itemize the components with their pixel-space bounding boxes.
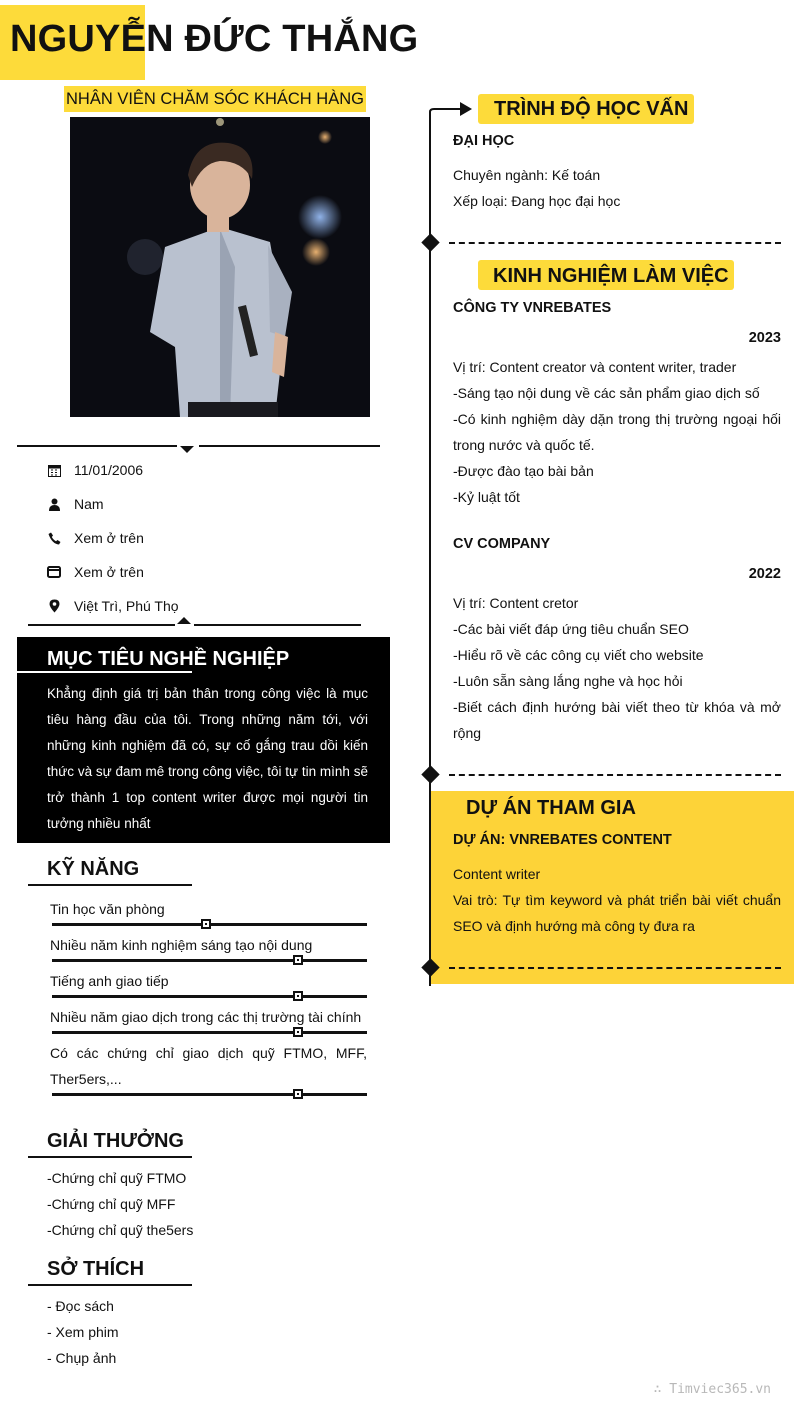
job-company: CV COMPANY xyxy=(453,536,551,552)
info-email xyxy=(46,562,144,582)
divider-arrow-down xyxy=(180,446,194,453)
skill-bar xyxy=(52,1093,367,1096)
email-icon xyxy=(46,564,62,580)
job-line: -Được đào tạo bài bản xyxy=(453,463,594,479)
timeline-arrow-icon xyxy=(428,100,474,124)
job-line: -Hiểu rõ về các công cụ viết cho website xyxy=(453,647,704,663)
info-phone xyxy=(46,528,144,548)
section-separator xyxy=(449,774,781,776)
job-year: 2022 xyxy=(748,566,781,582)
timeline-diamond xyxy=(421,233,439,251)
job-year: 2023 xyxy=(748,330,781,346)
job-line: -Sáng tạo nội dung về các sản phẩm giao dịch số xyxy=(453,385,760,401)
birthdate-value: 11/01/2006 xyxy=(74,462,144,478)
phone-value: Xem ở trên xyxy=(74,530,144,546)
projects-title: DỰ ÁN THAM GIA xyxy=(466,797,636,819)
address-value: Việt Trì, Phú Thọ xyxy=(74,598,179,614)
objective-title: MỤC TIÊU NGHỀ NGHIỆP xyxy=(47,648,290,670)
job-line: -Luôn sẵn sàng lắng nghe và học hỏi xyxy=(453,673,683,689)
hobbies-title: SỞ THÍCH xyxy=(47,1258,145,1280)
skill-bar xyxy=(52,995,367,998)
job-title: NHÂN VIÊN CHĂM SÓC KHÁCH HÀNG xyxy=(64,86,366,112)
person-icon xyxy=(46,496,62,512)
career-objective-section xyxy=(17,637,390,843)
project-name: DỰ ÁN: VNREBATES CONTENT xyxy=(453,832,672,848)
job-line: -Kỷ luật tốt xyxy=(453,489,520,505)
skill-level-knob xyxy=(293,1089,303,1099)
skills-underline xyxy=(28,884,192,886)
project-line: Content writer xyxy=(453,866,541,882)
candidate-name: NGUYỄN ĐỨC THẮNG xyxy=(10,18,419,60)
job-line: -Biết cách định hướng bài viết theo từ khóa và mở rộng xyxy=(453,699,781,741)
skill-bar xyxy=(52,959,367,962)
hobby-item: - Đọc sách xyxy=(47,1298,114,1314)
hobby-item: - Chụp ảnh xyxy=(47,1350,117,1366)
experience-title: KINH NGHIỆM LÀM VIỆC xyxy=(493,265,729,287)
skill-level-knob xyxy=(293,955,303,965)
skill-label: Nhiều năm kinh nghiệm sáng tạo nội dung xyxy=(50,937,313,953)
gender-value: Nam xyxy=(74,496,104,512)
email-value: Xem ở trên xyxy=(74,564,144,580)
objective-text: Khẳng định giá trị bản thân trong công việc là mục tiêu hàng đầu của tôi. Trong những năm tới, với những kinh nghiệm đã có, sự cố gắng trau dồi kiến thức và sự đam mê trong công việc, tôi tự tin mình sẽ trở thành 1 top content writer được mọi người tin tưởng nhiều nhất xyxy=(47,686,368,831)
timeline-diamond xyxy=(421,765,439,783)
job-line: -Các bài viết đáp ứng tiêu chuẩn SEO xyxy=(453,621,689,637)
skill-label: Có các chứng chỉ giao dịch quỹ FTMO, MFF, Ther5ers,... xyxy=(50,1045,367,1087)
info-birthdate xyxy=(46,460,143,480)
job-company: CÔNG TY VNREBATES xyxy=(453,300,612,316)
location-pin-icon xyxy=(46,598,62,614)
skill-level-knob xyxy=(293,1027,303,1037)
hobbies-underline xyxy=(28,1284,192,1286)
objective-underline xyxy=(17,671,192,673)
award-item: -Chứng chỉ quỹ the5ers xyxy=(47,1222,194,1238)
skill-level-knob xyxy=(293,991,303,1001)
award-item: -Chứng chỉ quỹ FTMO xyxy=(47,1170,187,1186)
section-separator xyxy=(449,242,781,244)
watermark-icon: ∴ xyxy=(653,1382,670,1397)
job-line: Vị trí: Content cretor xyxy=(453,595,579,611)
skill-label: Tin học văn phòng xyxy=(50,901,165,917)
skill-label: Tiếng anh giao tiếp xyxy=(50,973,169,989)
skill-label: Nhiều năm giao dịch trong các thị trường tài chính xyxy=(50,1009,362,1025)
skill-level-knob xyxy=(201,919,211,929)
divider-left-2 xyxy=(28,624,175,626)
info-address xyxy=(46,596,179,616)
divider-right-2 xyxy=(194,624,361,626)
awards-title: GIẢI THƯỞNG xyxy=(47,1130,184,1152)
award-item: -Chứng chỉ quỹ MFF xyxy=(47,1196,176,1212)
education-line: Xếp loại: Đang học đại học xyxy=(453,193,621,209)
divider-arrow-up xyxy=(177,617,191,624)
job-line: Vị trí: Content creator và content writer, trader xyxy=(453,359,737,375)
info-gender xyxy=(46,494,104,514)
divider-right xyxy=(199,445,380,447)
skill-bar xyxy=(52,923,367,926)
education-line: Chuyên ngành: Kế toán xyxy=(453,167,601,183)
profile-photo xyxy=(70,117,370,417)
hobby-item: - Xem phim xyxy=(47,1324,119,1340)
education-title: TRÌNH ĐỘ HỌC VẤN xyxy=(494,98,689,120)
education-school: ĐẠI HỌC xyxy=(453,133,515,149)
watermark xyxy=(654,1382,771,1397)
watermark-text: Timviec365.vn xyxy=(669,1382,771,1397)
awards-underline xyxy=(28,1156,192,1158)
divider-left xyxy=(17,445,177,447)
phone-icon xyxy=(46,530,62,546)
skill-bar xyxy=(52,1031,367,1034)
job-line: -Có kinh nghiệm dày dặn trong thị trường ngoại hối trong nước và quốc tế. xyxy=(453,411,781,453)
section-separator xyxy=(449,967,781,969)
project-line: Vai trò: Tự tìm keyword và phát triển bài viết chuẩn SEO và định hướng mà công ty đưa ra xyxy=(453,892,781,934)
skills-title: KỸ NĂNG xyxy=(47,858,140,880)
calendar-icon xyxy=(46,462,62,478)
